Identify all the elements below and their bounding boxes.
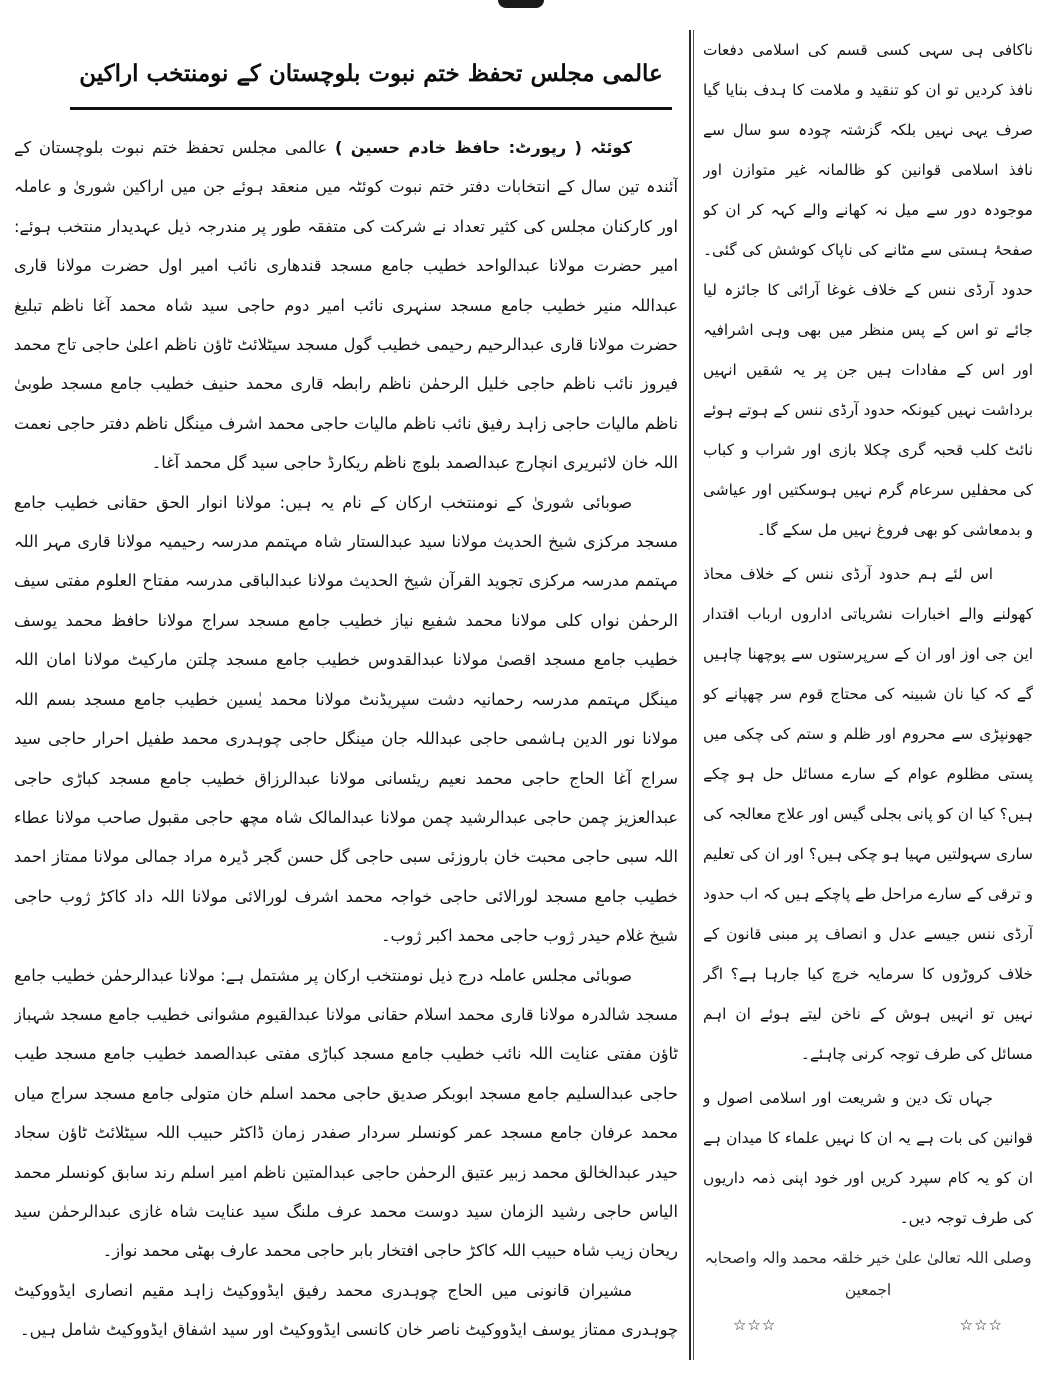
- main-article-column: [14, 128, 678, 1364]
- page-top-mark: [498, 0, 544, 8]
- amila-paragraph: صوبائی مجلس عاملہ درج ذیل نومنتخب ارکان پر مشتمل ہے: مولانا عبدالرحمٰن خطیب جامع مسجد شالدرہ مولانا قاری محمد اسلام حقانی مولانا عبدالقیوم مشوانی خطیب جامع مسجد شہباز ٹاؤن مفتی عنایت اللہ نائب خطیب جامع مسجد کباڑی مفتی عبدالصمد خطیب جامع مسجد طیب حاجی عبدالسلیم جامع مسجد ابوبکر صدیق حاجی محمد اسلم خان متولی جامع مسجد سراج میاں محمد عرفان جامع مسجد عمر کونسلر سردار صفدر زمان ڈاکٹر حبیب اللہ سیٹلائٹ ٹاؤن سجاد حیدر عبدالخالق محمد زبیر عتیق الرحمٰن حاجی عبدالمتین ناظم امیر اسلم رند سابق کونسلر محمد الیاس حاجی رشید الزمان سید دوست محمد عرف ملنگ سید عنایت شاہ غازی عبدالرحمٰن سید ریحان زیب شاہ حبیب اللہ کاکڑ حاجی افتخار بابر حاجی محمد عارف بھٹی محمد نواز۔: [14, 965, 678, 1261]
- intro-paragraph: [14, 128, 678, 483]
- headline-underline: [70, 107, 672, 110]
- editorial-column: [703, 30, 1033, 1366]
- shura-paragraph: صوبائی شوریٰ کے نومنتخب ارکان کے نام یہ ہیں: مولانا انوار الحق حقانی خطیب جامع مسجد مرکزی شیخ الحدیث مولانا سید عبدالستار شاہ مہتمم مدرسہ رحیمیہ مولانا قاری مہر اللہ مہتمم مدرسہ مرکزی تجوید القرآن شیخ الحدیث مولانا عبدالباقی مدرسہ مفتاح العلوم مفتی سیف الرحمٰن نواں کلی مولانا محمد شفیع نیاز خطیب جامع مسجد سراج مولانا حافظ محمد یوسف خطیب جامع مسجد اقصیٰ مولانا عبدالقدوس خطیب جامع مسجد چلتن مارکیٹ مولانا امان اللہ مینگل مہتمم مدرسہ رحمانیہ دشت سپریڈنٹ مولانا محمد یٰسین خطیب جامع مسجد بسم اللہ مولانا نور الدین ہاشمی حاجی عبداللہ جان مینگل حاجی چوہدری محمد طفیل احرار حاجی سید سراج آغا الحاج حاجی محمد نعیم ریئسانی مولانا عبدالرزاق خطیب جامع مسجد کباڑی حاجی عبدالعزیز چمن حاجی عبدالرشید چمن مولانا عبدالمالک شاہ مچھ حاجی مقبول صاحب مولانا عطاء اللہ سبی حاجی محبت خان باروزئی سبی حاجی گل حسن گجر ڈیرہ مراد جمالی مولانا ممتاز احمد خطیب جامع مسجد لورالائی حاجی خواجہ محمد اشرف لورالائی مولانا اللہ داد کاکڑ ژوب حاجی شیخ غلام حیدر ژوب حاجی محمد اکبر ژوب۔: [14, 492, 678, 946]
- closing-prayer: وصلی اللہ تعالیٰ علیٰ خیر خلقہ محمد والہ واصحابہ اجمعین: [704, 1249, 1032, 1299]
- editorial-paragraph-2: اس لئے ہم حدود آرڈی ننس کے خلاف محاذ کھولنے والے اخبارات نشریاتی اداروں ارباب اقتدار این جی اوز اور ان کے سرپرستوں سے پوچھنا چاہیں گے کہ کیا نان شبینہ کی محتاج قوم سر چھپانے کو جھونپڑی سے محروم اور ظلم و ستم کی چکی میں پستی مظلوم عوام کے سارے مسائل حل ہو چکے ہیں؟ کیا ان کو پانی بجلی گیس اور علاج معالجہ کی ساری سہولتیں مہیا ہو چکی ہیں؟ اور ان کی تعلیم و ترقی کے سارے مراحل طے پاچکے ہیں کہ اب حدود آرڈی ننس جیسے عدل و انصاف پر مبنی قانون کے خلاف کروڑوں کا سرمایہ خرچ کیا جارہا ہے؟ اگر نہیں تو انہیں ہوش کے ناخن لیتے ہوئے ان اہم مسائل کی طرف توجہ کرنی چاہئے۔: [703, 565, 1033, 1063]
- stars-right: ☆☆☆: [959, 1316, 1003, 1334]
- editorial-paragraph-3: جہاں تک دین و شریعت اور اسلامی اصول و قوانین کی بات ہے یہ ان کا نہیں علماء کا میدان ہے ان کو یہ کام سپرد کریں اور خود اپنی ذمہ داریوں کی طرف توجہ دیں۔: [703, 1089, 1033, 1227]
- stars-ornament: [703, 1306, 1033, 1334]
- dateline: کوئٹہ ( رپورٹ: حافظ خادم حسین ): [335, 138, 632, 157]
- editorial-paragraph-1: ناکافی ہی سہی کسی قسم کی اسلامی دفعات نافذ کردیں تو ان کو تنقید و ملامت کا ہدف بنایا گیا صرف یہی نہیں بلکہ گزشتہ چودہ سو سال سے نافذ اسلامی قوانین کو ظالمانہ غیر متوازن اور موجودہ دور سے میل نہ کھانے والے کہہ کر ان کو صفحۂ ہستی سے مٹانے کی ناپاک کوشش کی گئی۔ حدود آرڈی ننس کے خلاف غوغا آرائی کا جائزہ لیا جائے تو اس کے پس منظر میں بھی وہی اشرافیہ اور اس کے مفادات ہیں جن پر یہ شقیں انہیں برداشت نہیں کیونکہ حدود آرڈی ننس کے ہوتے ہوئے نائٹ کلب قحبہ گری چکلا بازی اور شراب و کباب کی محفلیں سرعام گرم نہیں ہوسکتیں اور عیاشی و بدمعاشی کو بھی فروغ نہیں مل سکے گا۔: [703, 41, 1033, 539]
- stars-left: ☆☆☆: [733, 1316, 777, 1334]
- article-headline-block: [70, 46, 672, 116]
- article-headline: عالمی مجلس تحفظ ختم نبوت بلوچستان کے نومنتخب اراکین: [79, 60, 663, 87]
- intro-text: عالمی مجلس تحفظ ختم نبوت بلوچستان کے آئندہ تین سال کے انتخابات دفتر ختم نبوت کوئٹہ میں منعقد ہوئے جن میں اراکین شوریٰ و عاملہ اور کارکنان مجلس کی کثیر تعداد نے شرکت کی متفقہ طور پر مندرجہ ذیل عہدیدار منتخب ہوئے: امیر حضرت مولانا عبدالواحد خطیب جامع مسجد قندھاری نائب امیر اول حضرت مولانا قاری عبداللہ منیر خطیب جامع مسجد سنہری نائب امیر دوم حاجی سید شاہ محمد آغا ناظم تبلیغ حضرت مولانا قاری عبدالرحیم رحیمی خطیب گول مسجد سیٹلائٹ ٹاؤن ناظم اعلیٰ حاجی تاج محمد فیروز نائب ناظم حاجی خلیل الرحمٰن ناظم رابطہ قاری محمد حنیف خطیب جامع مسجد طوبیٰ ناظم مالیات حاجی زاہد رفیق نائب ناظم مالیات حاجی محمد اشرف مینگل ناظم دفتر حاجی نعمت اللہ خان لائبریری انچارج عبدالصمد بلوچ ناظم ریکارڈ حاجی سید گل محمد آغا۔: [14, 138, 678, 473]
- column-divider-inner: [693, 30, 694, 1360]
- column-divider: [689, 30, 691, 1360]
- legal-advisers-paragraph: مشیران قانونی میں الحاج چوہدری محمد رفیق ایڈووکیٹ زاہد مقیم انصاری ایڈووکیٹ چوہدری ممتاز یوسف ایڈووکیٹ ناصر خان کانسی ایڈووکیٹ اور سید اشفاق ایڈووکیٹ شامل ہیں۔: [14, 1280, 678, 1340]
